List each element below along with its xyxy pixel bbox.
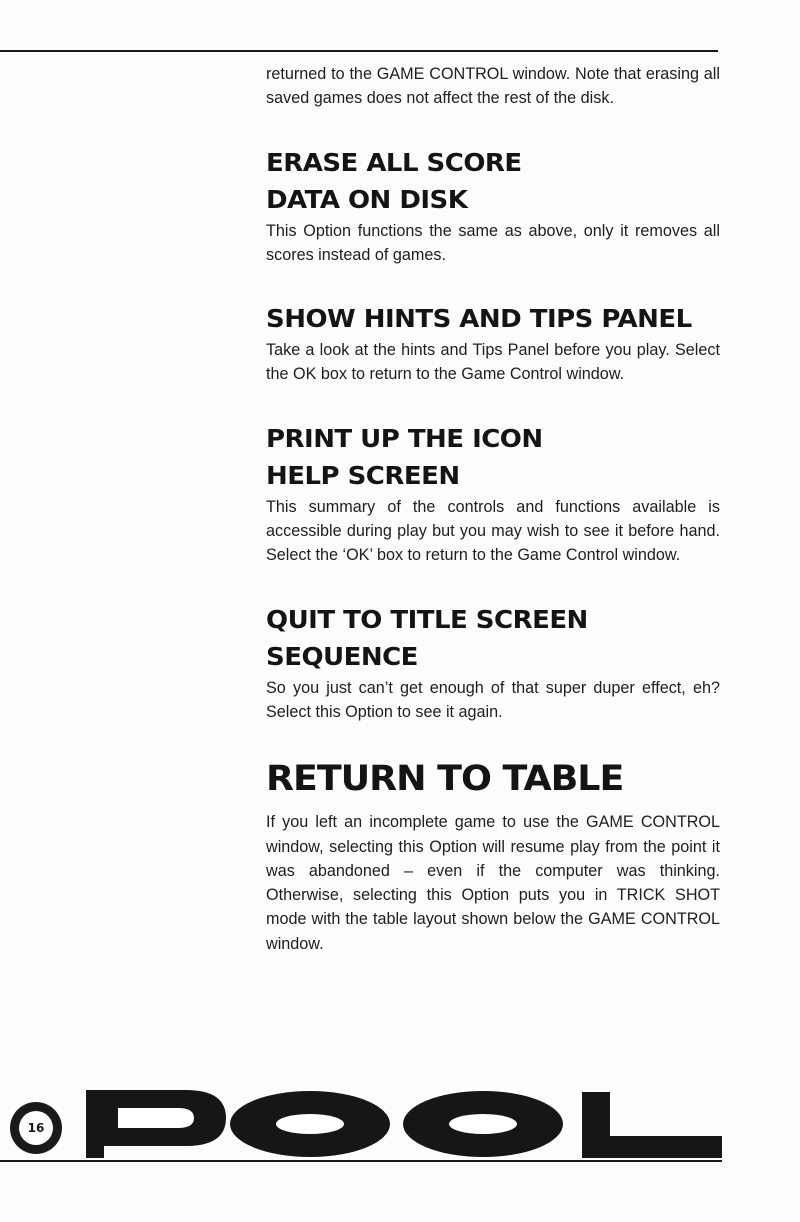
section-erase-scores [266,145,720,268]
section-quit-title [266,602,720,725]
pool-logo [86,1090,722,1158]
section-heading: DATA ON DISK [266,184,468,214]
section-icon-help [266,421,720,568]
intro-paragraph: returned to the GAME CONTROL window. Note that erasing all saved games does not affect the rest of the disk. [266,65,720,108]
section-hints-panel [266,301,720,387]
section-body: This summary of the controls and functions available is accessible during play but you may wish to see it before hand. Select the ‘OK’ box to return to the Game Control window. [266,497,720,565]
section-heading: PRINT UP THE ICON [266,423,543,453]
logo-letter-o [230,1091,390,1157]
section-heading: RETURN TO TABLE [266,759,624,800]
section-heading: SEQUENCE [266,641,418,671]
section-return-table [266,758,720,956]
section-heading: ERASE ALL SCORE [266,147,522,177]
logo-letter-p [86,1090,226,1158]
page-number-badge [10,1102,62,1154]
section-body: This Option functions the same as above, only it removes all scores instead of games. [266,221,720,264]
section-heading: HELP SCREEN [266,460,460,490]
header-rule [0,50,718,52]
logo-letter-l [582,1092,722,1158]
footer-rule [0,1160,722,1162]
page-number: 16 [19,1111,53,1145]
page-body [266,62,720,990]
section-heading: SHOW HINTS AND TIPS PANEL [266,304,692,334]
section-body: Take a look at the hints and Tips Panel before you play. Select the OK box to return to the Game Control window. [266,341,720,384]
section-body: If you left an incomplete game to use the GAME CONTROL window, selecting this Option will resume play from the point it was abandoned – even if the computer was thinking. Otherwise, selecting this Option puts you in TRICK SHOT mode with the table layout shown below the GAME CONTROL window. [266,813,720,953]
section-heading: QUIT TO TITLE SCREEN [266,604,588,634]
logo-letter-o [403,1091,563,1157]
section-body: So you just can’t get enough of that super duper effect, eh? Select this Option to see it again. [266,678,720,721]
